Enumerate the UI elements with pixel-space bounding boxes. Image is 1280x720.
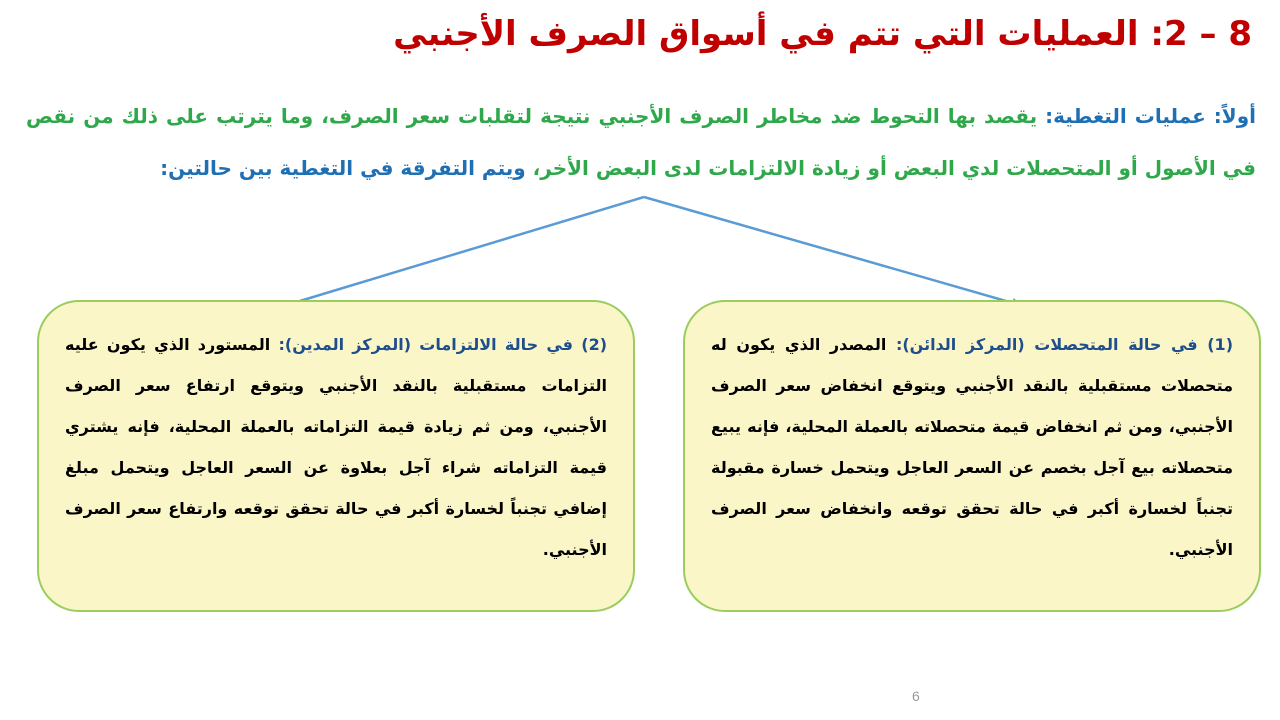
intro-tail: ويتم التفرقة في التغطية بين حالتين: [160,156,526,180]
slide-title: 8 – 2: العمليات التي تتم في أسواق الصرف الأجنبي [393,14,1252,54]
page-number: 6 [912,688,920,704]
arrow-to-creditor-case [644,197,1020,305]
debtor-case-heading: (2) في حالة الالتزامات (المركز المدين): [278,335,608,354]
creditor-case-text: المصدر الذي يكون له متحصلات مستقبلية بالنقد الأجنبي ويتوقع انخفاض سعر الصرف الأجنبي، ومن ثم انخفاض قيمة متحصلاته بالعملة المحلية، فإنه يبيع متحصلاته بيع آجل بخصم عن السعر العاجل ويتحمل خسارة مقبولة تجنباً لخسارة أكبر في حالة تحقق توقعه وانخفاض سعر الصرف الأجنبي. [711,335,1233,559]
debtor-case-text: المستورد الذي يكون عليه التزامات مستقبلية بالنقد الأجنبي ويتوقع ارتفاع سعر الصرف الأجنبي، ومن ثم زيادة قيمة التزاماته بالعملة المحلية، فإنه يشتري قيمة التزاماته شراء آجل بعلاوة عن السعر العاجل ويتحمل مبلغ إضافي تجنباً لخسارة أكبر في حالة تحقق توقعه وارتفاع سعر الصرف الأجنبي. [65,335,607,559]
intro-body: يقصد بها التحوط ضد مخاطر الصرف الأجنبي نتيجة لتقلبات سعر الصرف، وما يترتب على ذلك من نقص في الأصول أو المتحصلات لدي البعض أو زيادة الالتزامات لدى البعض الأخر، [26,104,1256,180]
debtor-case-paragraph [65,324,607,570]
arrow-to-debtor-case [280,197,644,307]
creditor-case-heading: (1) في حالة المتحصلات (المركز الدائن): [895,335,1233,354]
intro-lead: أولاً: عمليات التغطية: [1045,104,1256,128]
creditor-case-paragraph [711,324,1233,570]
debtor-case-box [37,300,635,612]
creditor-case-box [683,300,1261,612]
